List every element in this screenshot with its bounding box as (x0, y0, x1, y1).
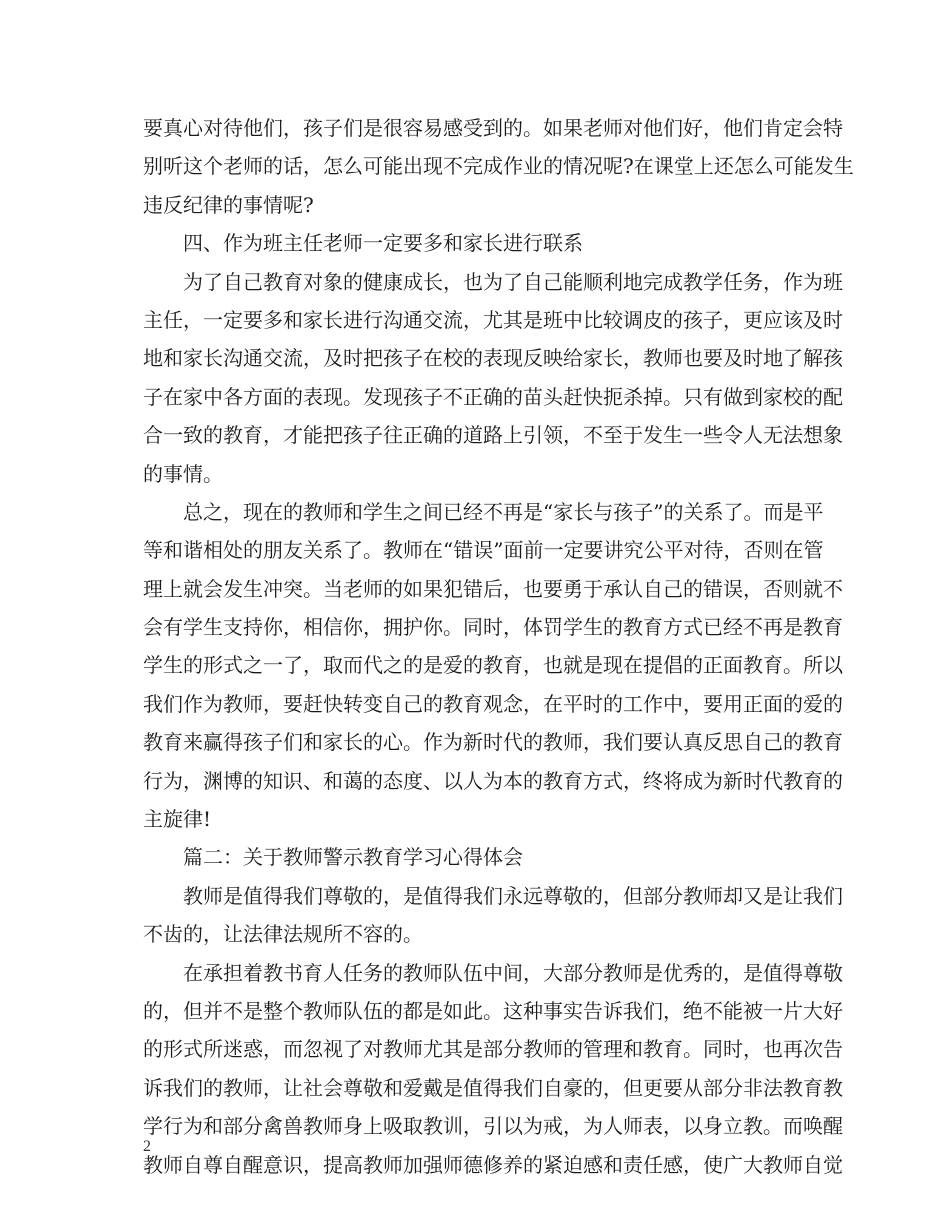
text-line: 子在家中各方面的表现。发现孩子不正确的苗头赶快扼杀掉。只有做到家校的配 (143, 384, 843, 409)
text-line: 别听这个老师的话，怎么可能出现不完成作业的情况呢?在课堂上还怎么可能发生 (143, 154, 854, 179)
document-body (143, 109, 854, 1184)
text-line: 我们作为教师，要赶快转变自己的教育观念，在平时的工作中，要用正面的爱的 (143, 691, 843, 716)
text-line: 学行为和部分禽兽教师身上吸取教训，引以为戒，为人师表，以身立教。而唤醒 (143, 1114, 843, 1139)
text-line: 等和谐相处的朋友关系了。教师在“错误”面前一定要讲究公平对待，否则在管 (143, 538, 824, 563)
text-line: 不齿的，让法律法规所不容的。 (143, 922, 423, 947)
text-line: 要真心对待他们，孩子们是很容易感受到的。如果老师对他们好，他们肯定会特 (143, 116, 843, 140)
text-line: 违反纪律的事情呢? (143, 192, 314, 217)
text-line: 总之，现在的教师和学生之间已经不再是“家长与孩子”的关系了。而是平 (183, 499, 824, 524)
text-line: 为了自己教育对象的健康成长，也为了自己能顺利地完成教学任务，作为班 (183, 269, 843, 294)
text-line: 行为，渊博的知识、和蔼的态度、以人为本的教育方式，终将成为新时代教育的 (143, 768, 843, 793)
text-line: 诉我们的教师，让社会尊敬和爱戴是值得我们自豪的，但更要从部分非法教育教 (143, 1075, 843, 1100)
text-line: 的事情。 (143, 461, 223, 486)
text-line: 主任，一定要多和家长进行沟通交流，尤其是班中比较调皮的孩子，更应该及时 (143, 307, 843, 332)
text-line: 在承担着教书育人任务的教师队伍中间，大部分教师是优秀的，是值得尊敬 (183, 960, 843, 985)
text-line: 主旋律! (143, 807, 212, 832)
text-line: 学生的形式之一了，取而代之的是爱的教育，也就是现在提倡的正面教育。所以 (143, 653, 843, 678)
text-line: 地和家长沟通交流，及时把孩子在校的表现反映给家长，教师也要及时地了解孩 (143, 346, 843, 371)
text-line: 教师自尊自醒意识，提高教师加强师德修养的紧迫感和责任感，使广大教师自觉 (143, 1152, 843, 1177)
text-line: 篇二：关于教师警示教育学习心得体会 (183, 845, 523, 870)
text-line: 教师是值得我们尊敬的，是值得我们永远尊敬的，但部分教师却又是让我们 (183, 883, 843, 908)
text-line: 理上就会发生冲突。当老师的如果犯错后，也要勇于承认自己的错误，否则就不 (143, 576, 843, 601)
text-line: 的，但并不是整个教师队伍的都是如此。这种事实告诉我们，绝不能被一片大好 (143, 998, 843, 1023)
text-line: 会有学生支持你，相信你，拥护你。同时，体罚学生的教育方式已经不再是教育 (143, 615, 843, 640)
text-line: 教育来赢得孩子们和家长的心。作为新时代的教师，我们要认真反思自己的教育 (143, 730, 843, 755)
text-line: 四、作为班主任老师一定要多和家长进行联系 (183, 231, 583, 256)
text-line: 的形式所迷惑，而忽视了对教师尤其是部分教师的管理和教育。同时，也再次告 (143, 1037, 843, 1062)
page-number: 2 (143, 1138, 151, 1155)
text-line: 合一致的教育，才能把孩子往正确的道路上引领，不至于发生一些令人无法想象 (143, 423, 843, 448)
